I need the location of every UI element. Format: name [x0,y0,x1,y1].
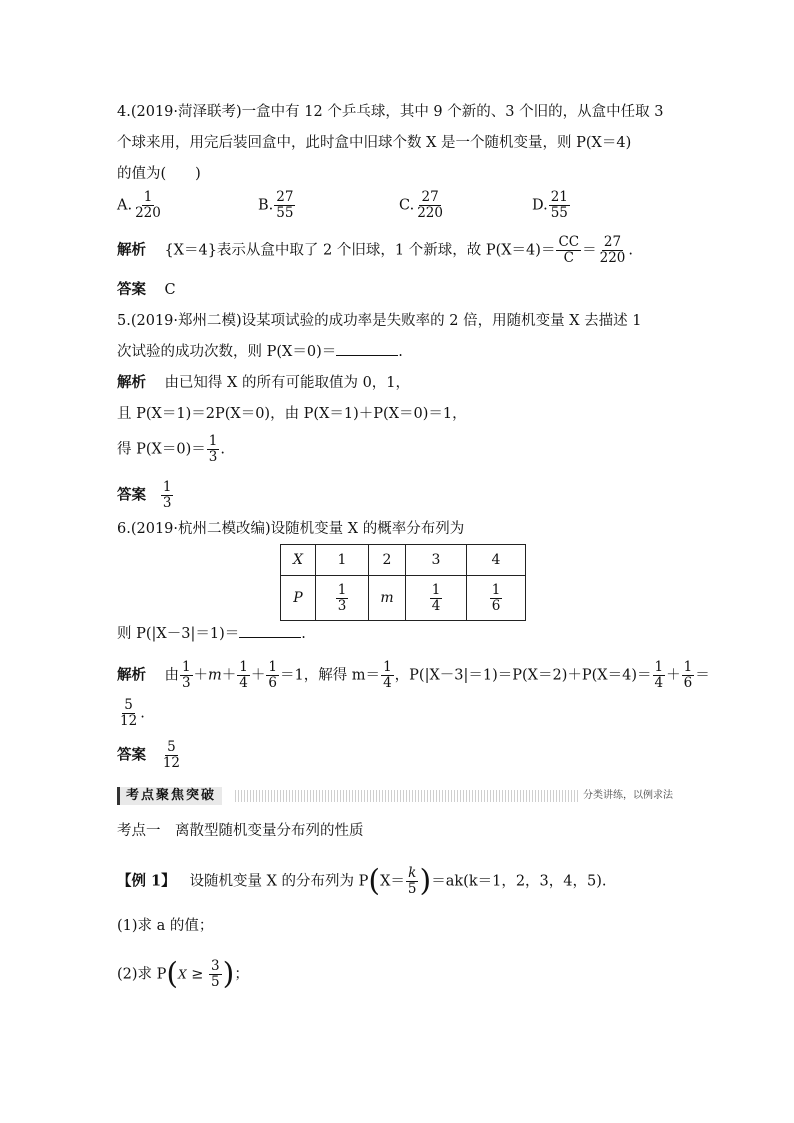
fraction: $\frac{1}{3}$ [162,479,172,511]
answer-value: C [164,282,176,298]
q4-option-d: D. $\frac{21}{55}$ [532,189,568,221]
paren: ( [368,863,381,899]
q4-line2: 个球来用，用完后装回盒中，此时盒中旧球个数 X 是一个随机变量，则 P(X＝4) [117,135,632,151]
example1-statement: 【例 1】 设随机变量 X 的分布列为 P(X＝ $\frac{k}{5}$ )＝ak(k＝1，2，3，4，5). [117,863,607,899]
banner-title: 考点聚焦突破 [117,787,222,805]
table-cell: 2 [369,545,406,576]
table-cell [316,576,369,621]
example1-part1: (1)求 a 的值； [117,918,214,934]
answer-label: 答案 [117,281,146,298]
q4-analysis: 解析 {X＝4}表示从盒中取了 2 个旧球，1 个新球，故 P(X＝4)＝ $\frac{CC}{C}$ ＝ $\frac{27}{220}$ . [117,234,634,266]
table-row [281,545,526,576]
fraction: $\frac{5}{12}$ [162,739,181,771]
answer-label: 答案 [117,486,146,504]
fraction: $\frac{27}{220}$ [417,189,443,221]
fraction: $\frac{27}{55}$ [276,189,294,221]
banner-note: 分类讲练，以例求法 [579,788,677,804]
q4-option-c: C. $\frac{27}{220}$ [399,189,443,221]
q5-line1: 5.(2019·郑州二模)设某项试验的成功率是失败率的 2 倍，用随机变量 X 去描述 1 [117,313,642,329]
q4-option-b: B. $\frac{27}{55}$ [258,189,294,221]
fraction: $\frac{k}{5}$ [407,865,417,897]
answer-label: 答案 [117,746,146,764]
table-cell [467,576,526,621]
q6-answer [117,740,183,771]
example1-part2: (2)求 P(X ≥ $\frac{3}{5}$ )； [117,956,249,992]
table-cell: m [369,576,406,621]
fraction: $\frac{1}{220}$ [135,189,161,221]
fraction: $\frac{1}{3}$ [181,659,191,691]
fraction: $\frac{1}{4}$ [383,659,392,691]
q5-analysis-line3: 得 P(X＝0)＝ $\frac{1}{3}$ . [117,433,225,465]
q5-line2: 次试验的成功次数，则 P(X＝0)＝ . [117,341,403,363]
paren: ( [166,956,179,992]
q6-analysis-cont: $\frac{5}{12}$ . [120,697,145,729]
q5-answer [117,480,174,511]
analysis-label: 解析 [117,241,146,259]
section-banner [117,787,677,805]
analysis-label: 解析 [117,374,146,391]
table-cell [406,576,467,621]
q4-line1: 4.(2019·菏泽联考)一盒中有 12 个乒乓球，其中 9 个新的、3 个旧的，从盒中任取 3 [117,104,664,120]
table-cell: P [281,576,316,621]
table-cell: X [281,545,316,576]
fraction: $\frac{1}{3}$ [208,433,218,465]
fraction: $\frac{CC}{C}$ [558,234,580,266]
fraction: $\frac{27}{220}$ [599,234,626,266]
q6-analysis: 解析 由 $\frac{1}{3}$ ＋m＋ $\frac{1}{4}$ ＋ $\frac{1}{6}$ ＝1，解得 m＝ $\frac{1}{4}$ ，P(|X－3|＝1)＝P(X＝2)＋P(X＝4)＝ $\frac{1}{4}$ ＋ $\frac{1}{6}$ ＝ [117,659,710,691]
section-title: 考点一 离散型随机变量分布列的性质 [117,823,364,839]
q4-line3: 的值为( ) [117,166,201,182]
fraction: $\frac{1}{6}$ [491,581,501,614]
fraction: $\frac{1}{4}$ [431,581,441,614]
table-cell: 3 [406,545,467,576]
fraction: $\frac{1}{4}$ [239,659,248,691]
q6-line2: 则 P(|X－3|＝1)＝ . [117,623,306,645]
fraction: $\frac{1}{6}$ [683,659,693,691]
table-cell: 1 [316,545,369,576]
paren: ) [222,956,235,992]
table-cell: 4 [467,545,526,576]
fraction: $\frac{3}{5}$ [211,958,220,990]
fraction: $\frac{1}{4}$ [654,659,664,691]
answer-blank [336,341,398,356]
fraction: $\frac{1}{6}$ [268,659,277,691]
fraction: $\frac{1}{3}$ [337,581,347,614]
q5-analysis-line2: 且 P(X＝1)＝2P(X＝0)，由 P(X＝1)＋P(X＝0)＝1， [117,406,467,422]
answer-blank [239,623,301,638]
q4-answer [117,279,176,301]
fraction: $\frac{21}{55}$ [550,189,568,221]
paren: ) [419,863,432,899]
q5-analysis-line1: 解析 由已知得 X 的所有可能取值为 0，1， [117,374,411,391]
example-label: 【例 1】 [117,872,176,890]
fraction: $\frac{5}{12}$ [120,697,138,729]
distribution-table [280,544,526,621]
q6-line1: 6.(2019·杭州二模改编)设随机变量 X 的概率分布列为 [117,521,465,537]
q4-option-a: A. $\frac{1}{220}$ [117,189,161,221]
table-row [281,576,526,621]
analysis-label: 解析 [117,666,146,684]
